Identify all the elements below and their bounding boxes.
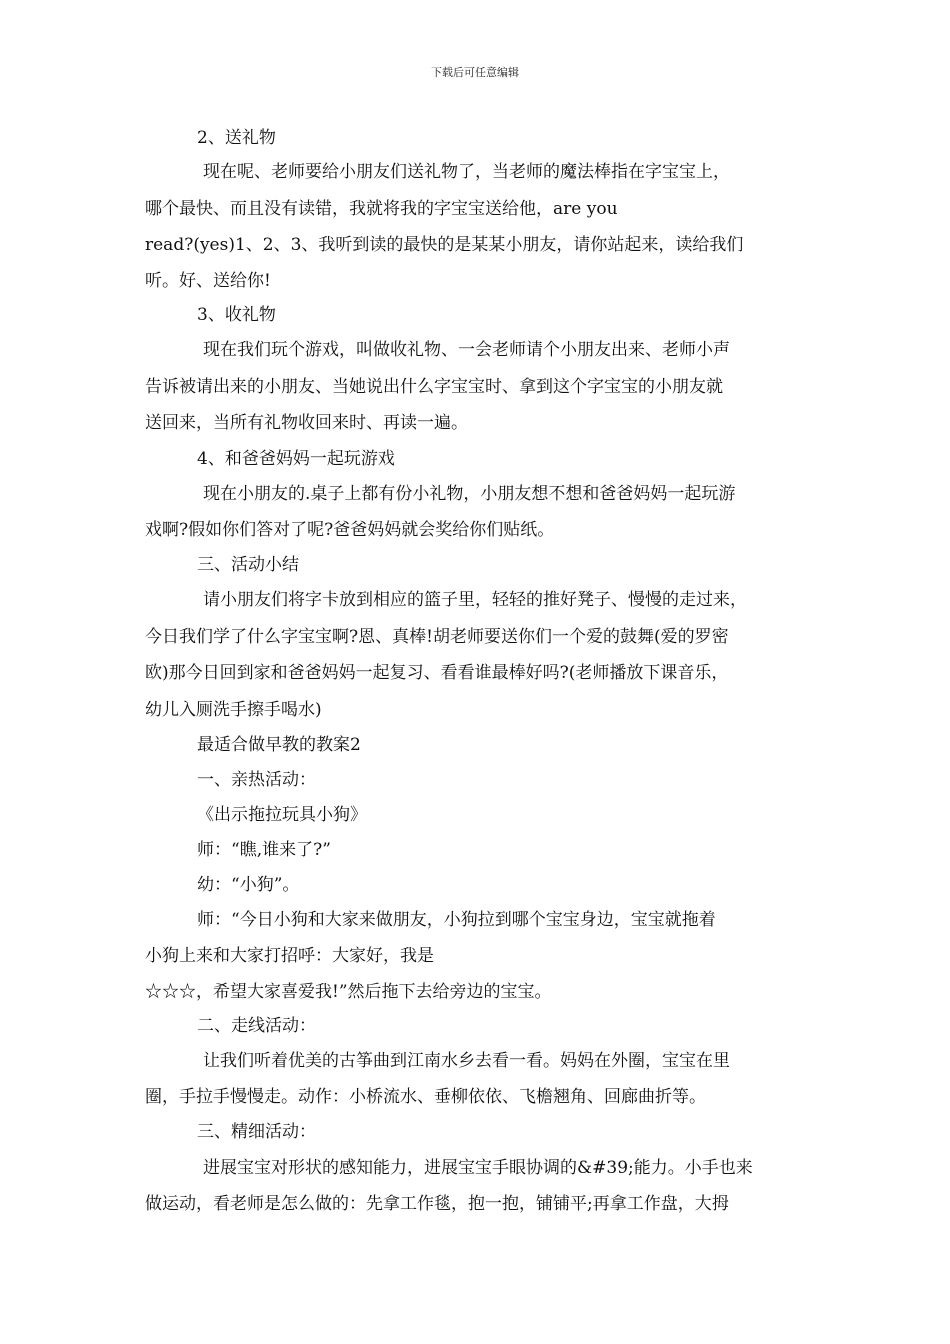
paragraph-line: 送回来，当所有礼物收回来时、再读一遍。 [145, 413, 468, 433]
paragraph-line: read?(yes)1、2、3、我听到读的最快的是某某小朋友，请你站起来，读给我们 [145, 235, 744, 255]
paragraph-line: 欧)那今日回到家和爸爸妈妈一起复习、看看谁最棒好吗?(老师播放下课音乐， [145, 663, 729, 683]
paragraph-line: 师：“今日小狗和大家来做朋友，小狗拉到哪个宝宝身边，宝宝就拖着 [197, 910, 716, 930]
paragraph-line: 听。好、送给你! [145, 271, 271, 291]
page-header: 下载后可任意编辑 [431, 66, 519, 79]
paragraph-line: 现在小朋友的.桌子上都有份小礼物，小朋友想不想和爸爸妈妈一起玩游 [203, 484, 736, 504]
section-heading: 2、送礼物 [197, 128, 276, 148]
paragraph-line: 《出示拖拉玩具小狗》 [197, 805, 367, 825]
section-heading: 3、收礼物 [197, 305, 276, 325]
paragraph-line: 让我们听着优美的古筝曲到江南水乡去看一看。妈妈在外圈，宝宝在里 [203, 1051, 730, 1071]
paragraph-line: 做运动，看老师是怎么做的：先拿工作毯，抱一抱，铺铺平;再拿工作盘，大拇 [145, 1194, 729, 1214]
paragraph-line: 圈，手拉手慢慢走。动作：小桥流水、垂柳依依、飞檐翘角、回廊曲折等。 [145, 1087, 706, 1107]
paragraph-line: 戏啊?假如你们答对了呢?爸爸妈妈就会奖给你们贴纸。 [145, 520, 555, 540]
paragraph-line: 师：“瞧,谁来了?” [197, 840, 331, 860]
section-heading: 4、和爸爸妈妈一起玩游戏 [197, 449, 395, 469]
paragraph-line: ☆☆☆，希望大家喜爱我!”然后拖下去给旁边的宝宝。 [145, 982, 552, 1002]
paragraph-line: 幼：“小狗”。 [197, 875, 300, 895]
paragraph-line: 告诉被请出来的小朋友、当她说出什么字宝宝时、拿到这个字宝宝的小朋友就 [145, 377, 723, 397]
section-heading: 三、精细活动： [197, 1122, 316, 1142]
section-heading: 二、走线活动： [197, 1016, 316, 1036]
paragraph-line: 现在呢、老师要给小朋友们送礼物了，当老师的魔法棒指在字宝宝上， [203, 162, 730, 182]
section-heading: 一、亲热活动： [197, 770, 316, 790]
paragraph-line: 小狗上来和大家打招呼：大家好，我是 [145, 946, 434, 966]
section-heading: 三、活动小结 [197, 555, 299, 575]
paragraph-line: 请小朋友们将字卡放到相应的篮子里，轻轻的推好凳子、慢慢的走过来， [203, 590, 747, 610]
paragraph-line: 进展宝宝对形状的感知能力，进展宝宝手眼协调的&#39;能力。小手也来 [203, 1158, 753, 1178]
paragraph-line: 今日我们学了什么字宝宝啊?恩、真棒!胡老师要送你们一个爱的鼓舞(爱的罗密 [145, 627, 729, 647]
paragraph-line: 哪个最快、而且没有读错，我就将我的字宝宝送给他，are you [145, 199, 618, 219]
document-title: 最适合做早教的教案2 [197, 735, 361, 755]
paragraph-line: 现在我们玩个游戏，叫做收礼物、一会老师请个小朋友出来、老师小声 [203, 340, 730, 360]
paragraph-line: 幼儿入厕洗手擦手喝水) [145, 700, 322, 720]
